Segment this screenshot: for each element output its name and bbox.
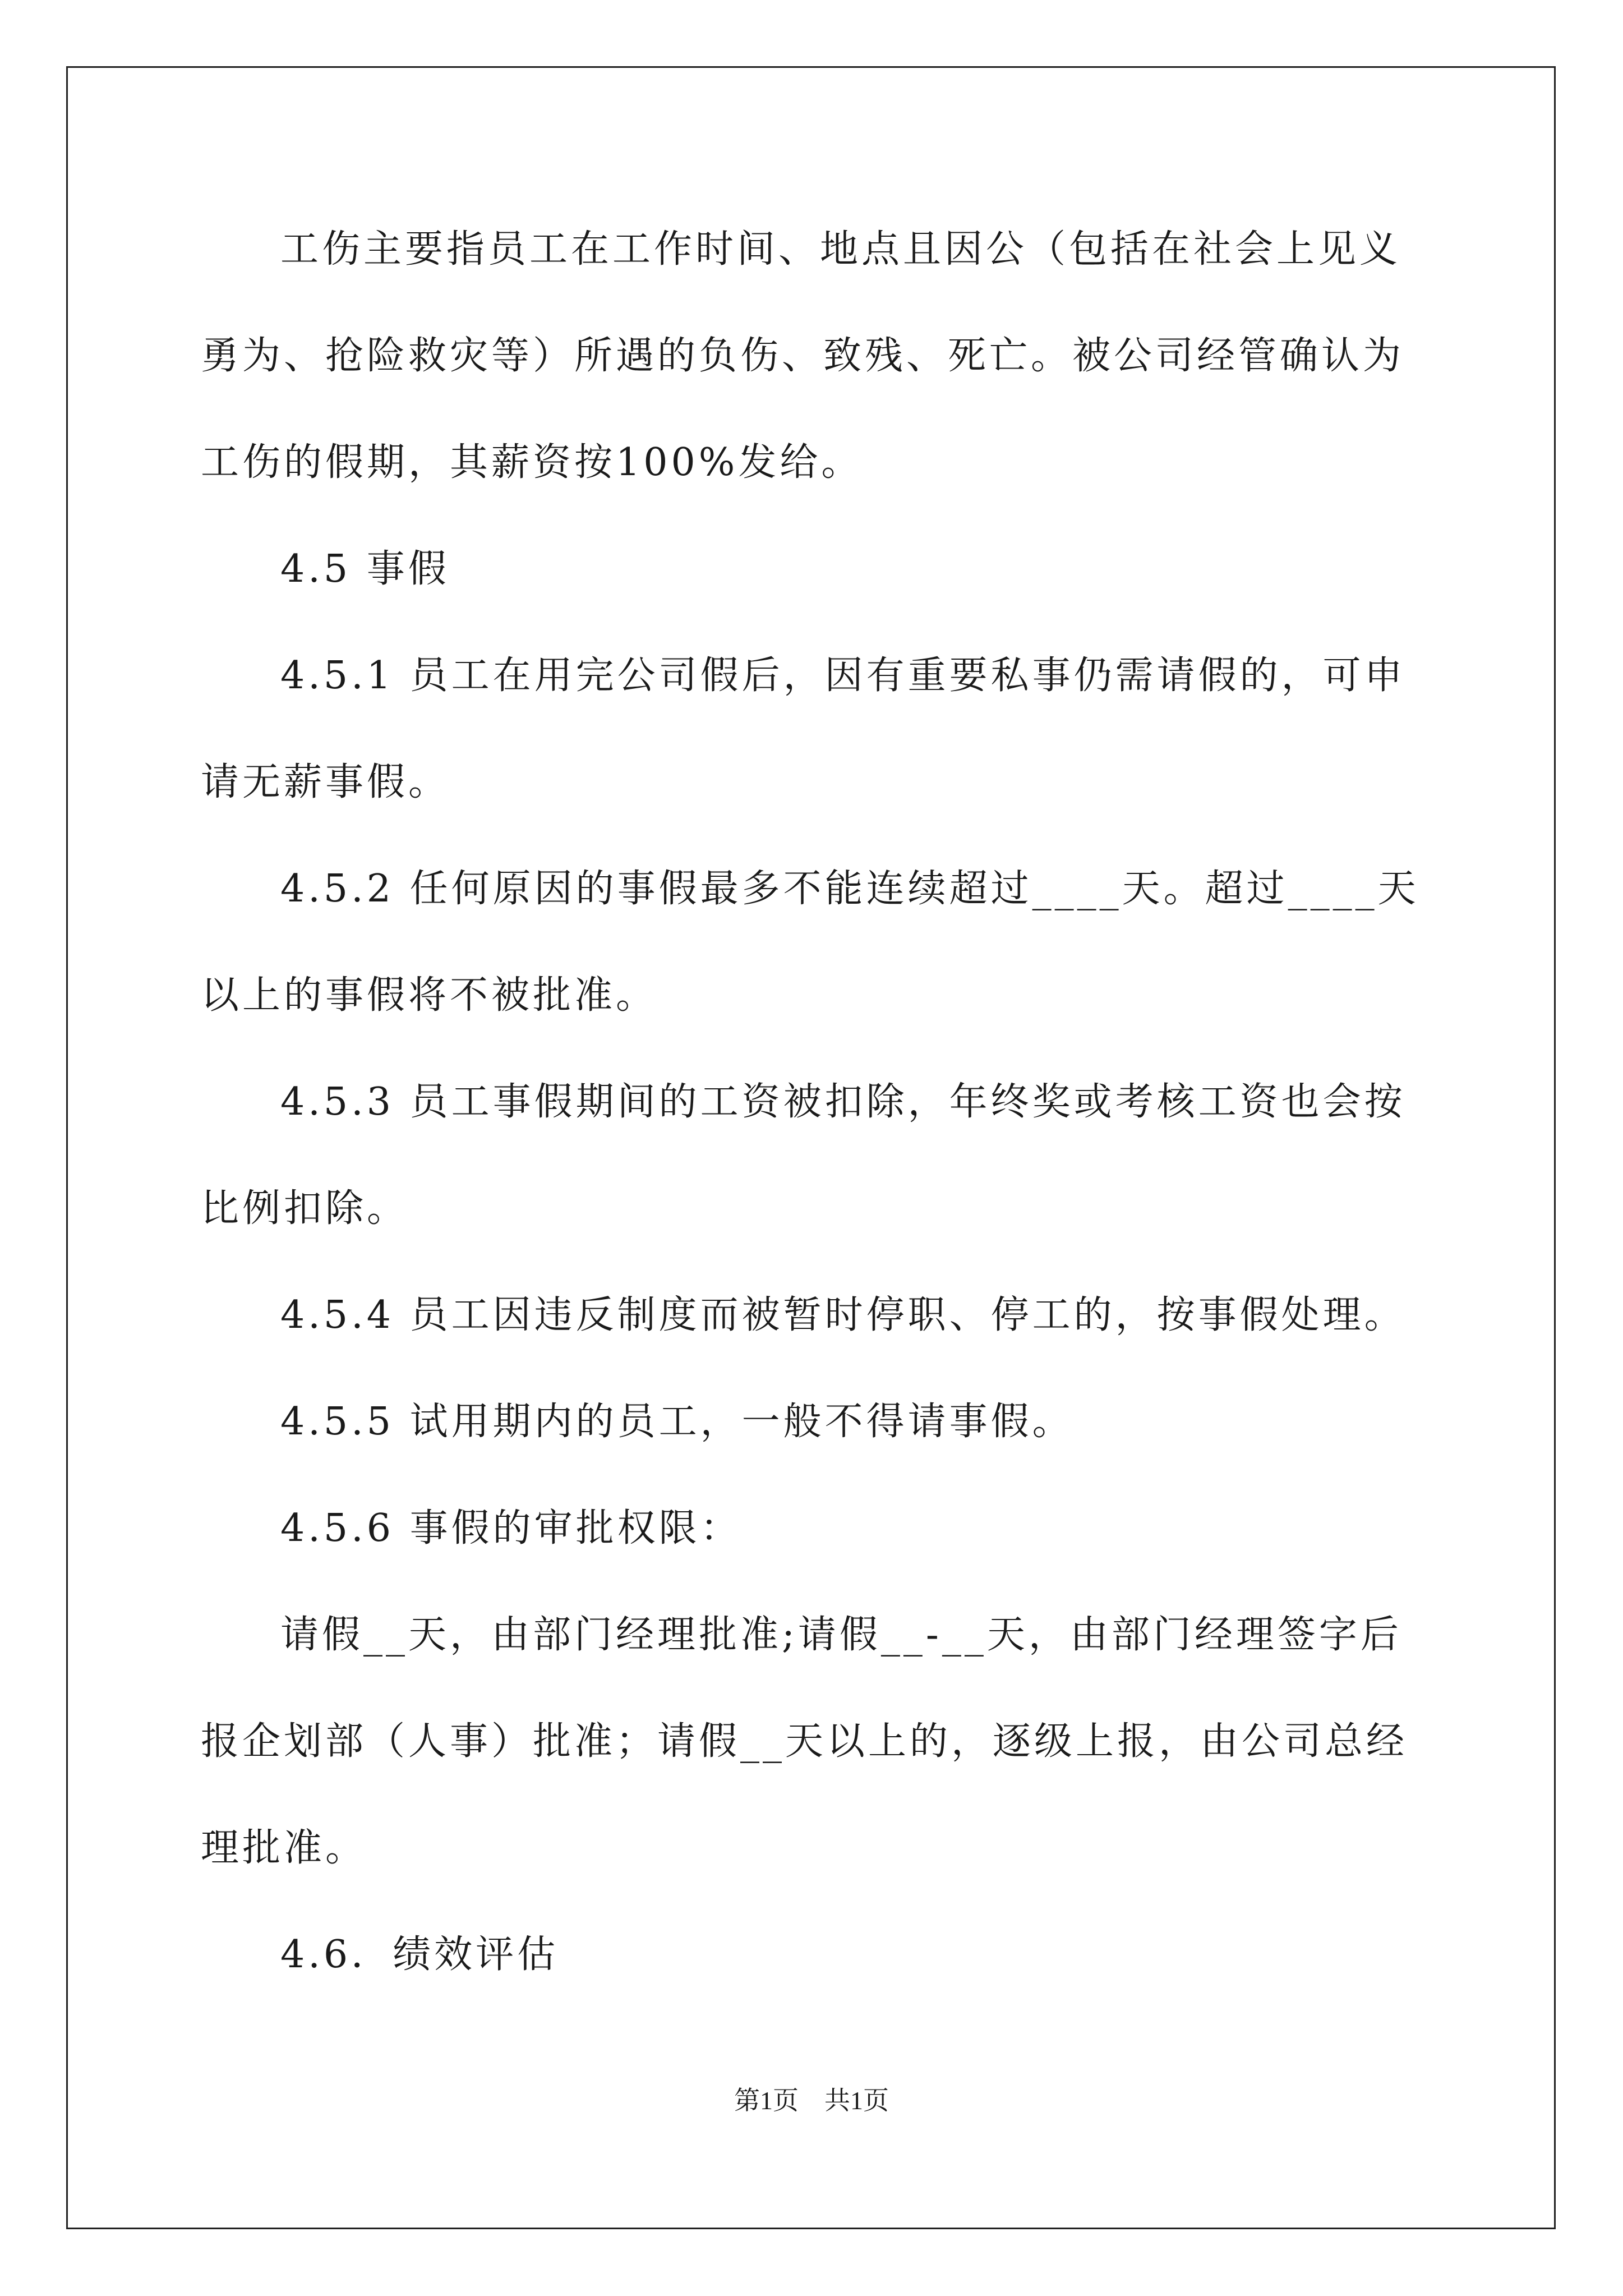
paragraph-4-5-4: 4.5.4 员工因违反制度而被暂时停职、停工的，按事假处理。: [280, 1293, 1406, 1337]
page-footer: [0, 2080, 1623, 2117]
paragraph-4-5-2: 4.5.2 任何原因的事假最多不能连续超过____天。超过____天以上的事假将不被批准。: [201, 867, 1419, 1018]
document-body: [201, 196, 1435, 2008]
paragraph-4-5-3: 4.5.3 员工事假期间的工资被扣除，年终奖或考核工资也会按比例扣除。: [201, 1080, 1406, 1231]
paragraph-4-5-6: 4.5.6 事假的审批权限：: [280, 1506, 742, 1550]
paragraph-4-5-1: 4.5.1 员工在用完公司假后，因有重要私事仍需请假的，可申请无薪事假。: [201, 654, 1406, 804]
heading-personal-leave: 4.5 事假: [280, 547, 450, 591]
paragraph-work-injury: 工伤主要指员工在工作时间、地点且因公（包括在社会上见义勇为、抢险救灾等）所遇的负伤、致残、死亡。被公司经管确认为工伤的假期，其薪资按100%发给。: [201, 227, 1405, 485]
paragraph-4-5-5: 4.5.5 试用期内的员工，一般不得请事假。: [280, 1400, 1074, 1444]
heading-performance-review: 4.6．绩效评估: [280, 1932, 559, 1977]
page-number: 第1页 共1页: [734, 2086, 889, 2115]
paragraph-approval-rules: 请假__天，由部门经理批准;请假__-__天，由部门经理签字后报企划部（人事）批准；请假__天以上的，逐级上报，由公司总经理批准。: [201, 1613, 1408, 1870]
